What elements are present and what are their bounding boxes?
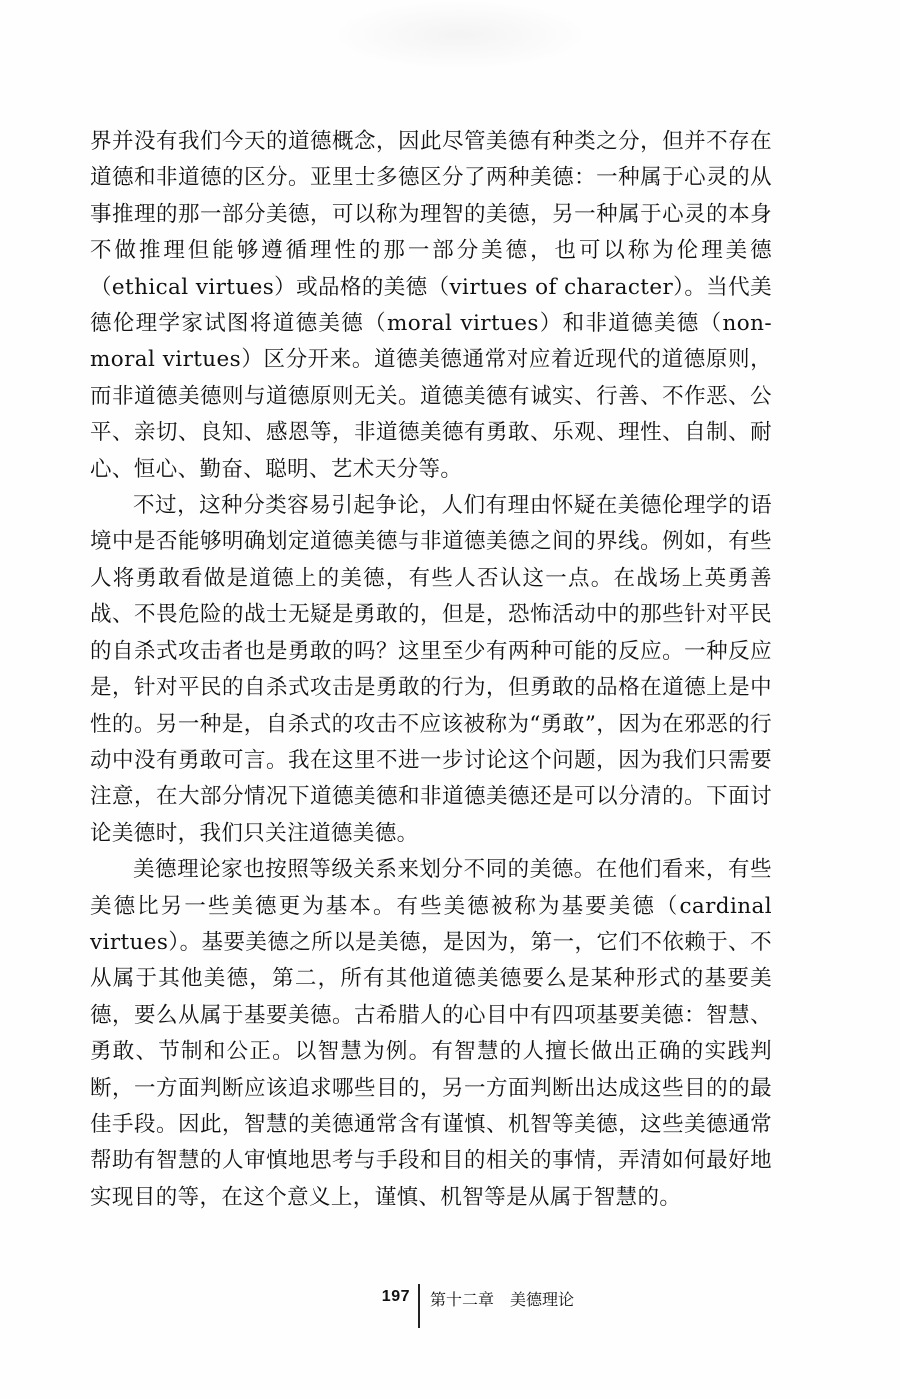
body-text — [90, 124, 772, 1216]
paragraph-3: 美德理论家也按照等级关系来划分不同的美德。在他们看来，有些美德比另一些美德更为基本。有些美德被称为基要美德（cardinal virtues）。基要美德之所以是美德，是因为，第一，它们不依赖于、不从属于其他美德，第二，所有其他道德美德要么是某种形式的基要美德，要么从属于基要美德。古希腊人的心目中有四项基要美德：智慧、勇敢、节制和公正。以智慧为例。有智慧的人擅长做出正确的实践判断，一方面判断应该追求哪些目的，另一方面判断出达成这些目的的最佳手段。因此，智慧的美德通常含有谨慎、机智等美德，这些美德通常帮助有智慧的人审慎地思考与手段和目的相关的事情，弄清如何最好地实现目的等，在这个意义上，谨慎、机智等是从属于智慧的。 — [90, 857, 772, 1210]
paragraph-1: 界并没有我们今天的道德概念，因此尽管美德有种类之分，但并不存在道德和非道德的区分。亚里士多德区分了两种美德：一种属于心灵的从事推理的那一部分美德，可以称为理智的美德，另一种属于心灵的本身不做推理但能够遵循理性的那一部分美德，也可以称为伦理美德（ethical virtues）或品格的美德（virtues of character）。当代美德伦理学家试图将道德美德（moral virtues）和非道德美德（non-moral virtues）区分开来。道德美德通常对应着近现代的道德原则，而非道德美德则与道德原则无关。道德美德有诚实、行善、不作恶、公平、亲切、良知、感恩等，非道德美德有勇敢、乐观、理性、自制、耐心、恒心、勤奋、聪明、艺术天分等。 — [90, 129, 772, 482]
scan-smudge — [330, 0, 590, 70]
paragraph-2: 不过，这种分类容易引起争论，人们有理由怀疑在美德伦理学的语境中是否能够明确划定道德美德与非道德美德之间的界线。例如，有些人将勇敢看做是道德上的美德，有些人否认这一点。在战场上英勇善战、不畏危险的战士无疑是勇敢的，但是，恐怖活动中的那些针对平民的自杀式攻击者也是勇敢的吗？这里至少有两种可能的反应。一种反应是，针对平民的自杀式攻击是勇敢的行为，但勇敢的品格在道德上是中性的。另一种是，自杀式的攻击不应该被称为“勇敢”，因为在邪恶的行动中没有勇敢可言。我在这里不进一步讨论这个问题，因为我们只需要注意，在大部分情况下道德美德和非道德美德还是可以分清的。下面讨论美德时，我们只关注道德美德。 — [90, 493, 772, 846]
page-number: 197 — [381, 1288, 410, 1305]
running-head: 第十二章 美德理论 — [430, 1290, 575, 1309]
footer-divider — [418, 1284, 420, 1328]
page-footer — [0, 1284, 900, 1344]
